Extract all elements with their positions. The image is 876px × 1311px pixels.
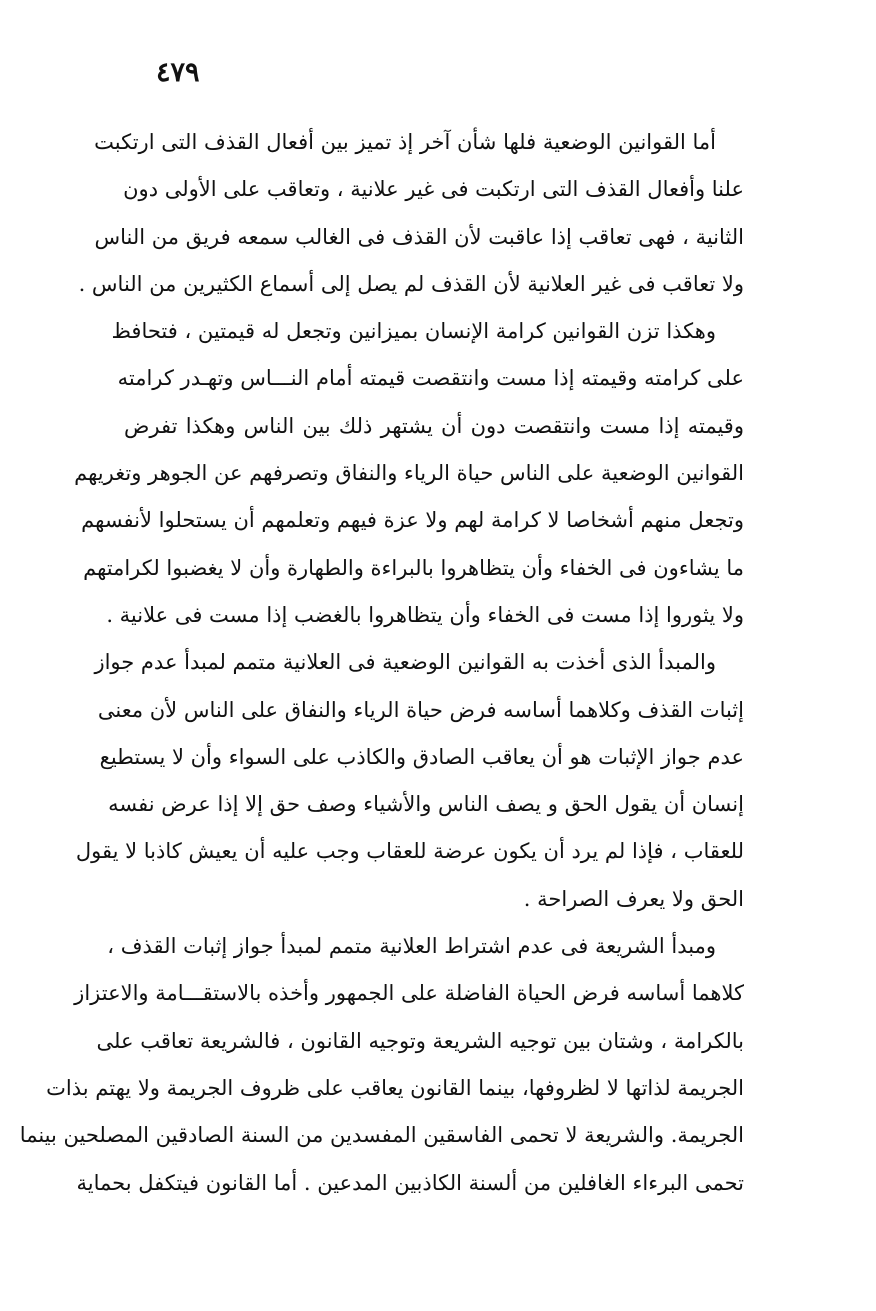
text-line: بالكرامة ، وشتان بين توجيه الشريعة وتوجيه القانون ، فالشريعة تعاقب على [96,1028,744,1053]
text-line: ولا تعاقب فى غير العلانية لأن القذف لم يصل إلى أسماع الكثيرين من الناس . [78,271,744,296]
text-line: ولا يثوروا إذا مست فى الخفاء وأن يتظاهروا بالغضب إذا مست فى علانية . [106,602,744,627]
text-line: للعقاب ، فإذا لم يرد أن يكون عرضة للعقاب وجب عليه أن يعيش كاذبا لا يقول [75,839,744,864]
text-line: تحمى البرءاء الغافلين من ألسنة الكاذبين المدعين . أما القانون فيتكفل بحماية [76,1170,744,1195]
text-line: عدم جواز الإثبات هو أن يعاقب الصادق والكاذب على السواء وأن لا يستطيع [99,744,744,769]
text-line: وهكذا تزن القوانين كرامة الإنسان بميزانين وتجعل له قيمتين ، فتحافظ [111,319,716,344]
text-line: الحق ولا يعرف الصراحة . [523,886,744,911]
paragraph-2 [74,308,744,639]
text-line: والمبدأ الذى أخذت به القوانين الوضعية فى العلانية متمم لمبدأ عدم جواز [94,650,716,675]
text-line: أما القوانين الوضعية فلها شأن آخر إذ تميز بين أفعال القذف التى ارتكبت [94,130,716,154]
text-line: الثانية ، فهى تعاقب إذا عاقبت لأن القذف فى الغالب سمعه فريق من الناس [94,224,744,249]
paragraph-3 [75,639,744,923]
text-line: القوانين الوضعية على الناس حياة الرياء والنفاق وتصرفهم عن الجوهر وتغريهم [74,461,744,486]
paragraph-4 [19,923,744,1207]
text-line: كلاهما أساسه فرض الحياة الفاضلة على الجمهور وأخذه بالاستقـــامة والاعتزاز [74,981,744,1006]
text-line: وقيمته إذا مست وانتقصت دون أن يشتهر ذلك بين الناس وهكذا تفرض [124,413,744,438]
paragraph-1 [78,119,744,308]
page-number: ٤٧٩ [156,57,200,88]
text-line: إثبات القذف وكلاهما أساسه فرض حياة الرياء والنفاق على الناس لأن معنى [97,697,744,722]
text-line: الجريمة لذاتها لا لظروفها، بينما القانون يعاقب على ظروف الجريمة ولا يهتم بذات [46,1075,744,1100]
body-text [19,119,744,1207]
text-line: على كرامته وقيمته إذا مست وانتقصت قيمته أمام النـــاس وتهـدر كرامته [117,366,744,391]
text-line: الجريمة. والشريعة لا تحمى الفاسقين المفسدين من السنة الصادقين المصلحين بينما [19,1123,744,1148]
text-line: علنا وأفعال القذف التى ارتكبت فى غير علانية ، وتعاقب على الأولى دون [123,177,744,202]
text-line: ومبدأ الشريعة فى عدم اشتراط العلانية متمم لمبدأ جواز إثبات القذف ، [107,934,716,959]
text-line: إنسان أن يقول الحق و يصف الناس والأشياء وصف حق إلا إذا عرض نفسه [108,792,744,817]
text-line: ما يشاءون فى الخفاء وأن يتظاهروا بالبراءة والطهارة وأن لا يغضبوا لكرامتهم [83,555,744,580]
text-line: وتجعل منهم أشخاصا لا كرامة لهم ولا عزة فيهم وتعلمهم أن يستحلوا لأنفسهم [81,508,744,533]
